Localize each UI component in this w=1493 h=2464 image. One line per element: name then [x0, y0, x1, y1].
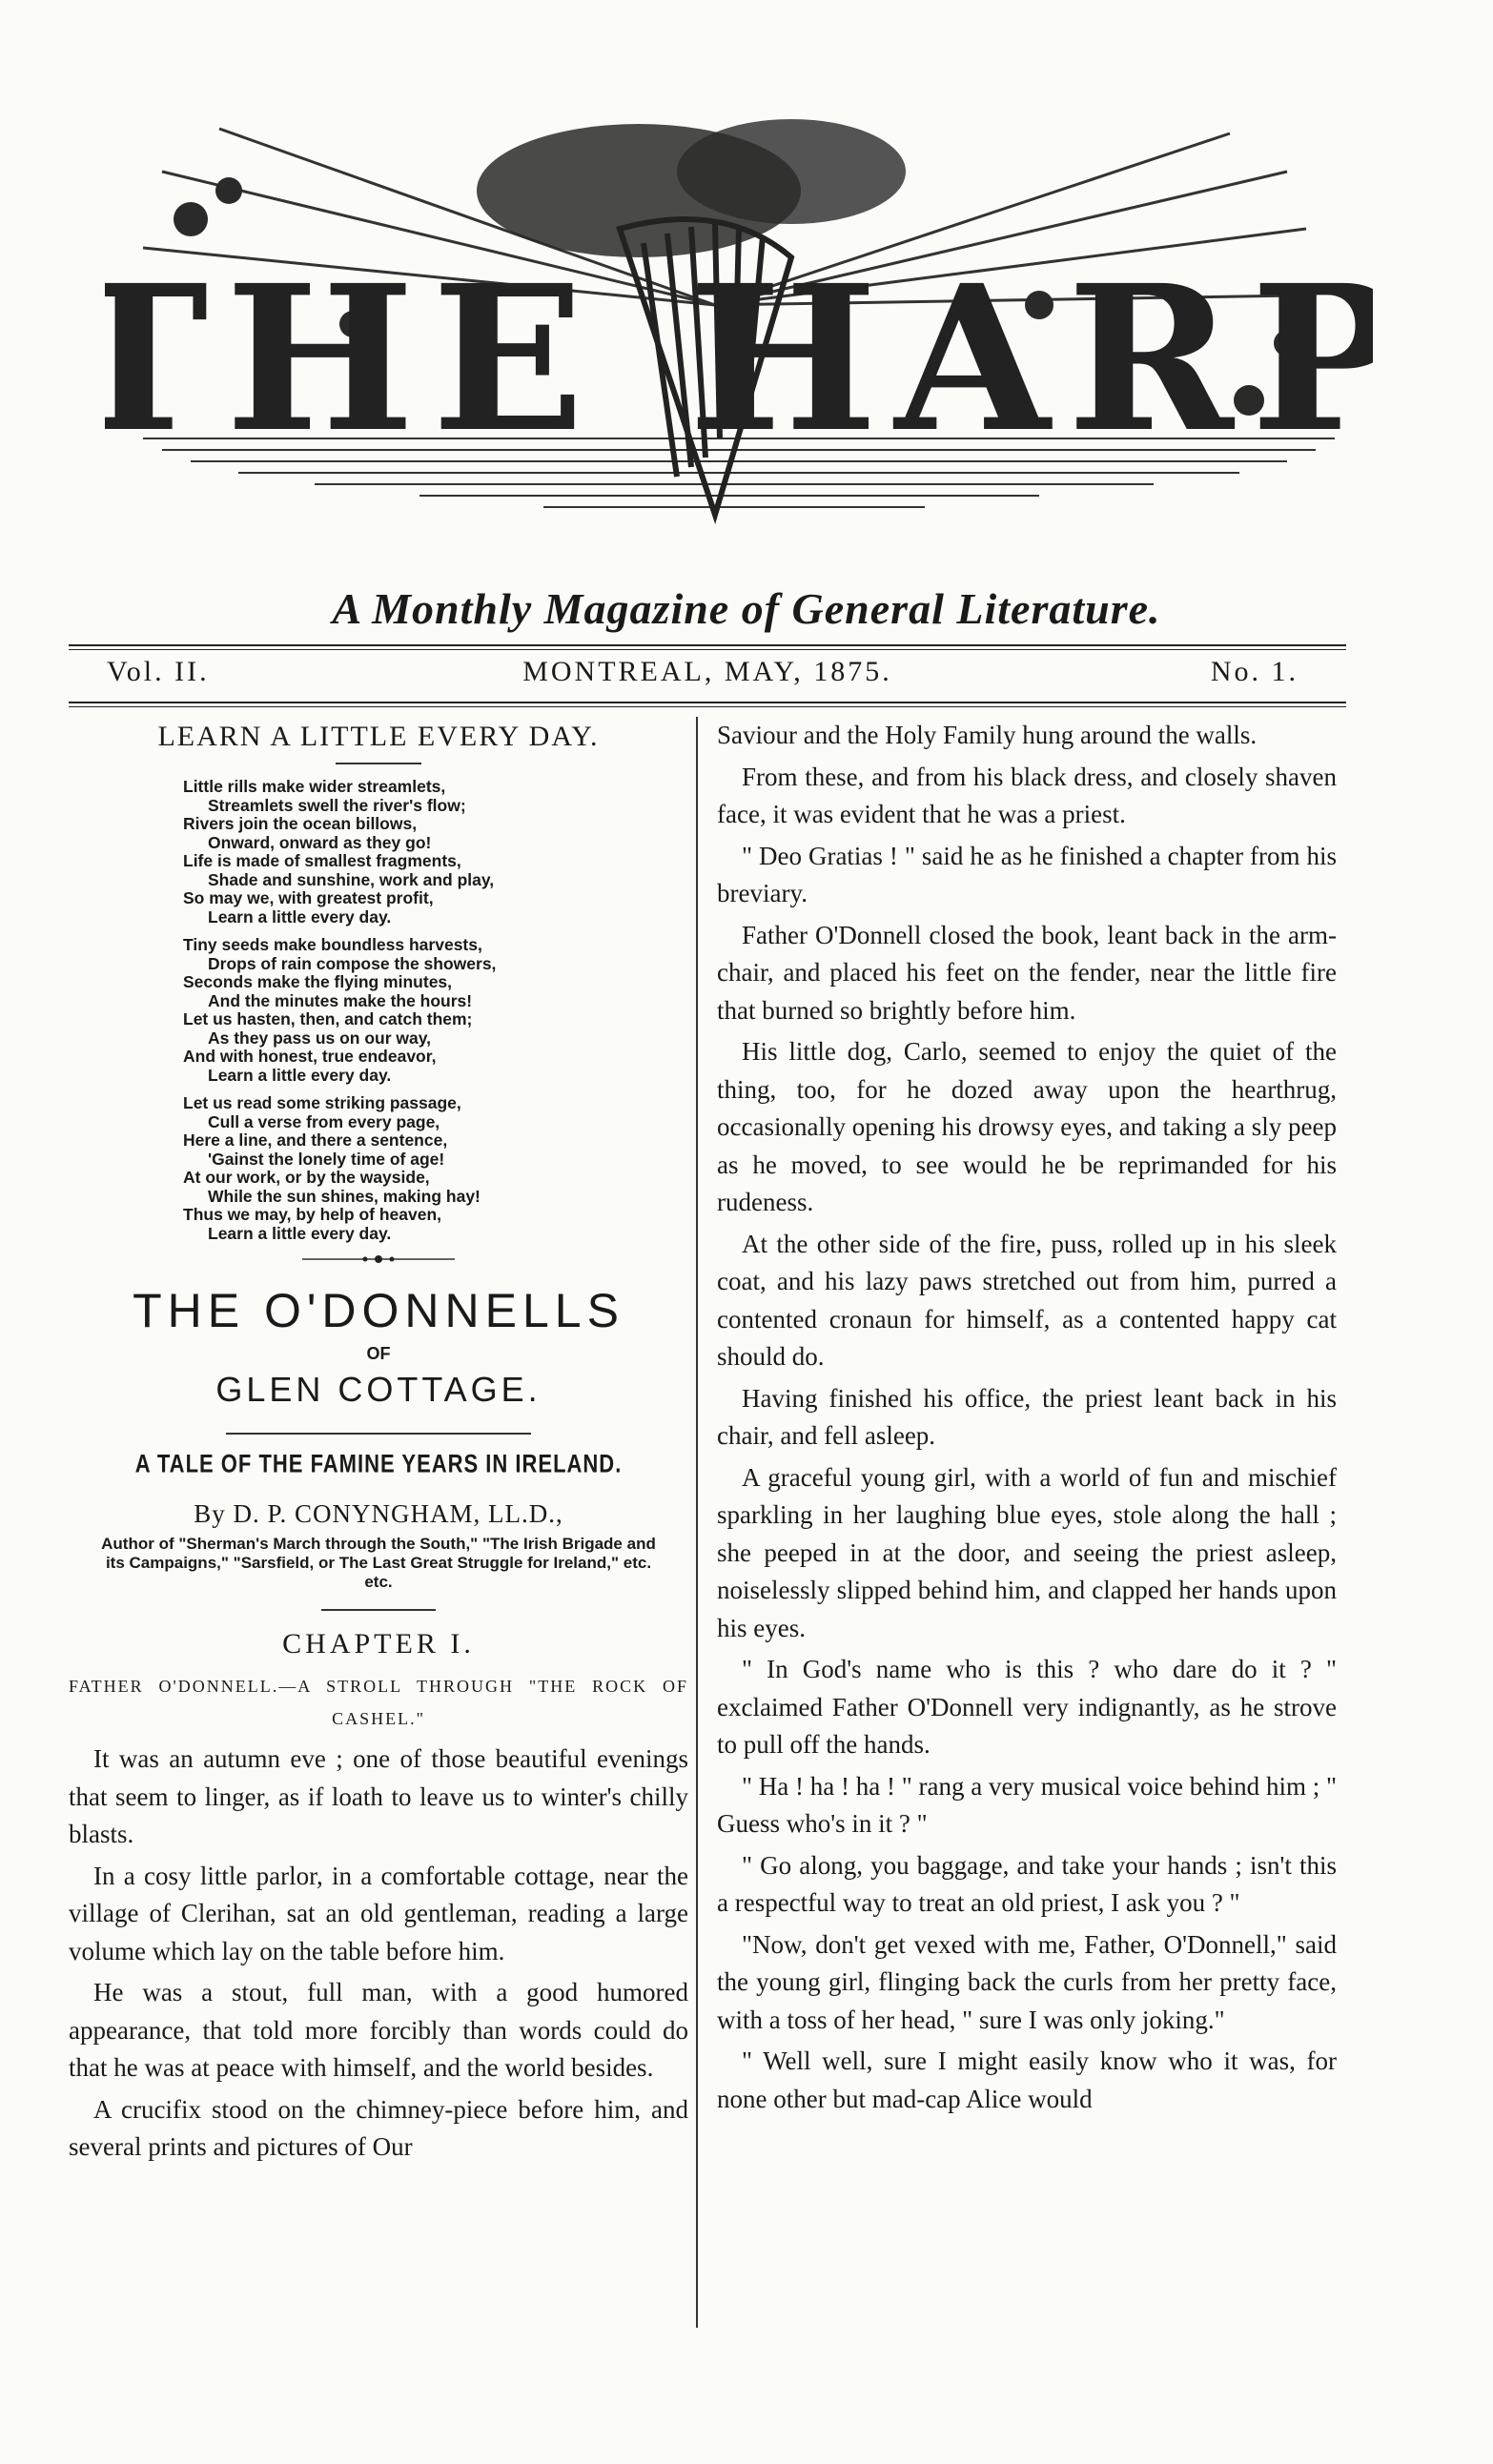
- poem: [183, 778, 688, 1243]
- masthead-subtitle: A Monthly Magazine of General Literature.: [332, 584, 1161, 633]
- poem-line: Rivers join the ocean billows,: [183, 814, 418, 833]
- ornament-divider: [69, 1252, 688, 1270]
- paragraph: A graceful young girl, with a world of fun and mischief sparkling in her laughing blue eyes, stole along the hall ; she peeped in at the door, and seeing the priest asleep, noiselessly slipped behind him, and clapped her hands upon his eyes.: [717, 1462, 1337, 1642]
- paragraph: Father O'Donnell closed the book, leant back in the arm-chair, and placed his feet on the fender, near the little fire that burned so brightly before him.: [717, 920, 1337, 1025]
- poem-title-rule: [336, 763, 421, 764]
- story-of: OF: [366, 1344, 391, 1363]
- chapter-heading: CHAPTER I.: [282, 1628, 475, 1660]
- right-body-text: [717, 717, 1337, 2118]
- story-tagline: A TALE OF THE FAMINE YEARS IN IRELAND.: [134, 1449, 623, 1478]
- paragraph: " Deo Gratias ! " said he as he finished a chapter from his breviary.: [717, 841, 1337, 907]
- poem-line: Learn a little every day.: [208, 1223, 392, 1243]
- poem-line: Shade and sunshine, work and play,: [208, 869, 495, 889]
- poem-line: And with honest, true endeavor,: [183, 1047, 437, 1066]
- right-column: [717, 717, 1337, 2122]
- author-rule: [321, 1609, 436, 1611]
- paragraph: At the other side of the fire, puss, rolled up in his sleek coat, and his lazy paws stretched out from him, purred a contented cronaun for himself, as a contented happy cat should do.: [717, 1229, 1337, 1371]
- top-rule: [69, 644, 1346, 646]
- paragraph: He was a stout, full man, with a good humored appearance, that told more forcibly than words could do that he was at peace with himself, and the world besides.: [69, 1978, 688, 2082]
- poem-line: Little rills make wider streamlets,: [183, 777, 446, 796]
- poem-line: 'Gainst the lonely time of age!: [208, 1149, 445, 1169]
- poem-line: Life is made of smallest fragments,: [183, 851, 461, 870]
- author-note: Author of "Sherman's March through the South," "The Irish Brigade and its Campaigns," "Sarsfield, or The Last Great Struggle for Ireland," etc. etc.: [101, 1535, 656, 1591]
- chapter-subheading: FATHER O'DONNELL.—A STROLL THROUGH "THE ROCK OF CASHEL.": [69, 1677, 688, 1728]
- poem-line: As they pass us on our way,: [208, 1028, 432, 1048]
- poem-stanza: [183, 778, 688, 927]
- poem-line: Drops of rain compose the showers,: [208, 953, 497, 973]
- paragraph: Saviour and the Holy Family hung around the walls.: [717, 721, 1258, 749]
- poem-line: Seconds make the flying minutes,: [183, 972, 453, 991]
- masthead-title: THE HARP: [105, 241, 1373, 477]
- poem-line: And the minutes make the hours!: [208, 990, 473, 1010]
- paragraph: It was an autumn eve ; one of those beautiful evenings that seem to linger, as if loath to leave us to winter's chilly blasts.: [69, 1744, 688, 1848]
- poem-line: Here a line, and there a sentence,: [183, 1130, 448, 1150]
- paragraph: A crucifix stood on the chimney-piece before him, and several prints and pictures of Our: [69, 2094, 688, 2161]
- poem-line: At our work, or by the wayside,: [183, 1168, 430, 1187]
- volume-label: Vol. II.: [107, 656, 210, 687]
- left-body-text: [69, 1741, 688, 2167]
- story-byline: By D. P. CONYNGHAM, LL.D.,: [194, 1499, 563, 1528]
- poem-line: Cull a verse from every page,: [208, 1111, 440, 1131]
- top-rule-thin: [69, 649, 1346, 650]
- poem-line: While the sun shines, making hay!: [208, 1186, 481, 1206]
- paragraph: From these, and from his black dress, and closely shaven face, it was evident that he was a priest.: [717, 762, 1337, 828]
- paragraph: " Ha ! ha ! ha ! " rang a very musical voice behind him ; " Guess who's in it ? ": [717, 1771, 1337, 1838]
- poem-stanza: [183, 936, 688, 1085]
- issue-number: No. 1.: [1210, 656, 1299, 687]
- paragraph: In a cosy little parlor, in a comfortable cottage, near the village of Clerihan, sat an old gentleman, reading a large volume which lay on the table before him.: [69, 1861, 688, 1965]
- paragraph: Having finished his office, the priest leant back in his chair, and fell asleep.: [717, 1383, 1337, 1450]
- dateline-rule: [69, 702, 1346, 703]
- poem-line: Onward, onward as they go!: [208, 832, 432, 852]
- poem-line: Tiny seeds make boundless harvests,: [183, 935, 482, 954]
- poem-line: Let us hasten, then, and catch them;: [183, 1009, 473, 1028]
- poem-stanza: [183, 1094, 688, 1243]
- dateline-rule-thin: [69, 706, 1346, 707]
- paragraph: His little dog, Carlo, seemed to enjoy the quiet of the thing, too, for he dozed away upon the hearthrug, occasionally opening his drowsy eyes, and taking a sly peep as he moved, to see would he be reprimanded for his rudeness.: [717, 1037, 1337, 1216]
- left-column: [69, 717, 688, 2170]
- paragraph: " In God's name who is this ? who dare do it ? " exclaimed Father O'Donnell very indignantly, as he strove to pull off the hands.: [717, 1655, 1337, 1759]
- paragraph: " Go along, you baggage, and take your hands ; isn't this a respectful way to treat an old priest, I ask you ? ": [717, 1850, 1337, 1917]
- column-divider: [696, 717, 698, 2328]
- story-subtitle-rule: [226, 1433, 531, 1435]
- poem-line: Thus we may, by help of heaven,: [183, 1205, 441, 1224]
- story-subtitle: GLEN COTTAGE.: [215, 1370, 542, 1409]
- paragraph: " Well well, sure I might easily know who it was, for none other but mad-cap Alice would: [717, 2047, 1337, 2113]
- poem-line: Let us read some striking passage,: [183, 1093, 461, 1112]
- masthead-illustration: [105, 114, 1373, 581]
- poem-title: LEARN A LITTLE EVERY DAY.: [157, 721, 600, 752]
- story-title: THE O'DONNELLS: [133, 1284, 624, 1337]
- poem-line: Learn a little every day.: [208, 1065, 392, 1085]
- poem-line: So may we, with greatest profit,: [183, 888, 434, 907]
- poem-line: Learn a little every day.: [208, 906, 392, 927]
- place-date: MONTREAL, MAY, 1875.: [522, 656, 892, 687]
- paragraph: "Now, don't get vexed with me, Father, O'Donnell," said the young girl, flinging back the curls from her pretty face, with a toss of her head, " sure I was only joking.": [717, 1929, 1337, 2034]
- poem-line: Streamlets swell the river's flow;: [208, 795, 466, 815]
- dateline: [69, 656, 1346, 694]
